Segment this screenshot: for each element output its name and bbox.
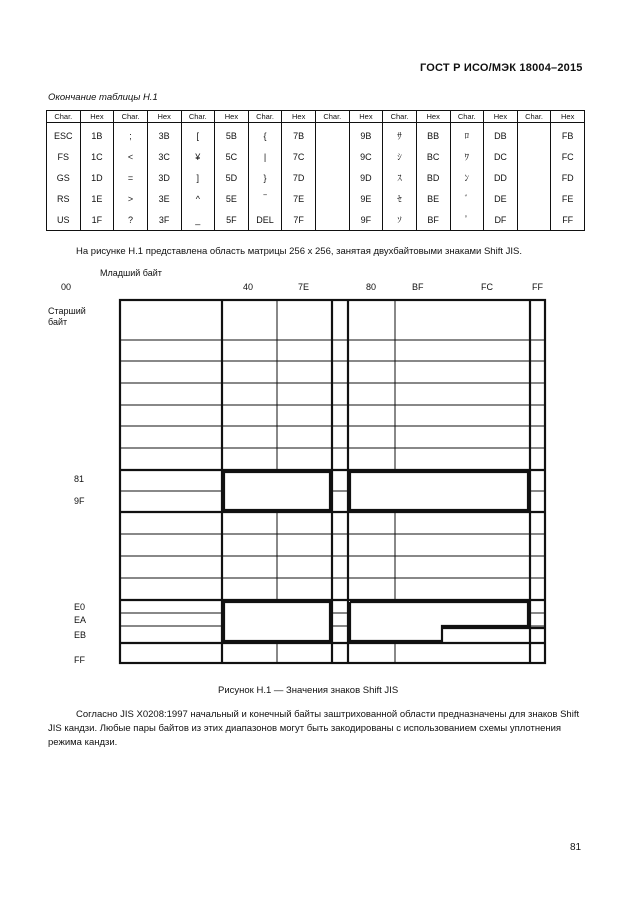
table-cell: ^ bbox=[181, 188, 215, 209]
table-cell: > bbox=[114, 188, 148, 209]
table-cell: ESC bbox=[47, 123, 81, 147]
table-cell: } bbox=[248, 167, 282, 188]
table-cell: 1C bbox=[80, 146, 114, 167]
table-cell: 1E bbox=[80, 188, 114, 209]
table-cell: 1F bbox=[80, 209, 114, 231]
table-cell: 3C bbox=[147, 146, 181, 167]
table-cell: 7F bbox=[282, 209, 316, 231]
table-cell: 7B bbox=[282, 123, 316, 147]
document-header: ГОСТ Р ИСО/МЭК 18004–2015 bbox=[420, 62, 583, 74]
column-header: Hex bbox=[349, 111, 383, 123]
table-cell: 3B bbox=[147, 123, 181, 147]
table-cell: ; bbox=[114, 123, 148, 147]
col-label: 40 bbox=[243, 282, 254, 292]
table-cell: 5B bbox=[215, 123, 249, 147]
table-cell: ｾ bbox=[383, 188, 417, 209]
table-cell: ﾞ bbox=[450, 188, 484, 209]
table-cell: ﾜ bbox=[450, 146, 484, 167]
column-header: Char. bbox=[248, 111, 282, 123]
table-cell: | bbox=[248, 146, 282, 167]
table-cell: FC bbox=[551, 146, 585, 167]
table-cell: ‾ bbox=[248, 188, 282, 209]
table-cell: 5E bbox=[215, 188, 249, 209]
low-byte-label: Младший байт bbox=[100, 268, 162, 278]
table-cell: 5F bbox=[215, 209, 249, 231]
table-cell: 3E bbox=[147, 188, 181, 209]
column-header: Char. bbox=[316, 111, 350, 123]
row-label: E0 bbox=[74, 602, 86, 612]
table-cell: ｿ bbox=[383, 209, 417, 231]
table-cell: _ bbox=[181, 209, 215, 231]
table-cell: BD bbox=[416, 167, 450, 188]
table-cell: ¥ bbox=[181, 146, 215, 167]
table-cell: 9F bbox=[349, 209, 383, 231]
table-cell: 3D bbox=[147, 167, 181, 188]
table-cell: ] bbox=[181, 167, 215, 188]
table-cell: GS bbox=[47, 167, 81, 188]
table-cell: DEL bbox=[248, 209, 282, 231]
table-cell: FF bbox=[551, 209, 585, 231]
column-header: Hex bbox=[215, 111, 249, 123]
table-cell: 9D bbox=[349, 167, 383, 188]
table-cell: ﾛ bbox=[450, 123, 484, 147]
table-cell: 5C bbox=[215, 146, 249, 167]
table-cell: 7D bbox=[282, 167, 316, 188]
table-cell: = bbox=[114, 167, 148, 188]
table-cell: BB bbox=[416, 123, 450, 147]
table-cell: FS bbox=[47, 146, 81, 167]
table-cell: 7E bbox=[282, 188, 316, 209]
table-cell: 9C bbox=[349, 146, 383, 167]
table-cell: FD bbox=[551, 167, 585, 188]
table-cell: { bbox=[248, 123, 282, 147]
table-cell: ｼ bbox=[383, 146, 417, 167]
col-label: FC bbox=[481, 282, 493, 292]
column-header: Hex bbox=[80, 111, 114, 123]
column-header: Hex bbox=[551, 111, 585, 123]
col-label: FF bbox=[532, 282, 543, 292]
table-cell: DB bbox=[484, 123, 518, 147]
table-cell: ﾟ bbox=[450, 209, 484, 231]
table-cell: 3F bbox=[147, 209, 181, 231]
figure-caption: Рисунок Н.1 — Значения знаков Shift JIS bbox=[218, 685, 399, 696]
column-header: Char. bbox=[47, 111, 81, 123]
table-cell: BE bbox=[416, 188, 450, 209]
table-cell: < bbox=[114, 146, 148, 167]
table-caption: Окончание таблицы Н.1 bbox=[48, 92, 158, 103]
column-header: Hex bbox=[484, 111, 518, 123]
paragraph-jis: Согласно JIS X0208:1997 начальный и конечный байты заштрихованной области предназначены для знаков Shift JIS кандзи. Любые пары байтов из этих диапазонов могут быть закодированы с использованием схемы уплотнения режима кандзи. bbox=[48, 709, 580, 748]
high-byte-label-line2: байт bbox=[48, 317, 68, 327]
row-label: EB bbox=[74, 630, 87, 640]
table-cell: DD bbox=[484, 167, 518, 188]
table-cell: US bbox=[47, 209, 81, 231]
col-label: 80 bbox=[366, 282, 377, 292]
row-label: 9F bbox=[74, 496, 85, 506]
table-cell: FB bbox=[551, 123, 585, 147]
table-cell: FE bbox=[551, 188, 585, 209]
column-header: Hex bbox=[416, 111, 450, 123]
col-label: 00 bbox=[61, 282, 72, 292]
paragraph-intro: На рисунке Н.1 представлена область матрицы 256 x 256, занятая двухбайтовыми знаками Shift JIS. bbox=[76, 246, 522, 257]
table-cell: ? bbox=[114, 209, 148, 231]
table-cell: BC bbox=[416, 146, 450, 167]
row-label: 81 bbox=[74, 474, 85, 484]
table-cell: DC bbox=[484, 146, 518, 167]
table-cell: RS bbox=[47, 188, 81, 209]
row-label: FF bbox=[74, 655, 85, 665]
table-cell: ｽ bbox=[383, 167, 417, 188]
table-cell: 5D bbox=[215, 167, 249, 188]
table-cell: 9B bbox=[349, 123, 383, 147]
table-cell: [ bbox=[181, 123, 215, 147]
col-label: BF bbox=[412, 282, 424, 292]
column-header: Hex bbox=[147, 111, 181, 123]
table-cell: 1D bbox=[80, 167, 114, 188]
col-label: 7E bbox=[298, 282, 310, 292]
column-header: Char. bbox=[114, 111, 148, 123]
table-cell: 9E bbox=[349, 188, 383, 209]
column-header: Hex bbox=[282, 111, 316, 123]
table-cell: 7C bbox=[282, 146, 316, 167]
page-number: 81 bbox=[570, 842, 582, 853]
column-header: Char. bbox=[517, 111, 551, 123]
table-cell: BF bbox=[416, 209, 450, 231]
column-header: Char. bbox=[181, 111, 215, 123]
table-cell: DF bbox=[484, 209, 518, 231]
table-cell: ﾝ bbox=[450, 167, 484, 188]
high-byte-label-line1: Старший bbox=[48, 306, 86, 316]
column-header: Char. bbox=[450, 111, 484, 123]
table-cell: DE bbox=[484, 188, 518, 209]
row-label: EA bbox=[74, 615, 87, 625]
column-header: Char. bbox=[383, 111, 417, 123]
table-cell: 1B bbox=[80, 123, 114, 147]
table-cell: ｻ bbox=[383, 123, 417, 147]
